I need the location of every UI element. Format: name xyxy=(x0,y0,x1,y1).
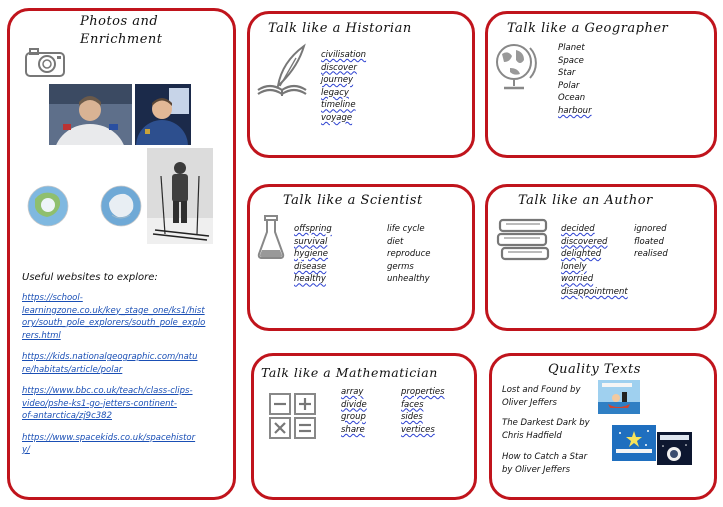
scientist-word: reproduce xyxy=(387,249,431,260)
math-word: array xyxy=(341,387,364,397)
scientist-word: survival xyxy=(294,236,328,247)
historian-word: civilisation xyxy=(321,50,367,60)
website-links xyxy=(22,292,205,457)
math-words-col1 xyxy=(341,386,367,436)
geographer-word: Planet xyxy=(558,43,585,53)
scientist-word: disease xyxy=(294,261,327,272)
geographer-title: Talk like a Geographer xyxy=(507,21,669,36)
historian-words xyxy=(321,49,366,125)
polar-map-south xyxy=(100,185,142,227)
book-3-line-2: by Oliver Jeffers xyxy=(502,464,571,475)
scientist-word: healthy xyxy=(294,274,326,285)
scientist-word: hygiene xyxy=(294,249,329,260)
scientist-words-col2 xyxy=(387,223,431,286)
author-word: lonely xyxy=(561,261,587,272)
geographer-word: Space xyxy=(558,55,584,66)
book-3 xyxy=(502,451,587,476)
scientist-title: Talk like a Scientist xyxy=(283,193,423,208)
math-word: sides xyxy=(401,412,423,423)
historian-word: timeline xyxy=(321,100,356,111)
book-cover-the-darkest-dark xyxy=(657,432,692,465)
websites-heading: Useful websites to explore: xyxy=(22,272,158,283)
author-word: delighted xyxy=(561,249,602,260)
website-link-2[interactable] xyxy=(22,351,205,376)
math-symbols-icon xyxy=(268,392,318,440)
author-title: Talk like an Author xyxy=(518,193,653,208)
link-1-line-1[interactable]: https://school- xyxy=(22,293,83,303)
scientist-word: offspring xyxy=(294,224,332,234)
math-word: share xyxy=(341,424,365,435)
book-2 xyxy=(502,417,590,442)
geographer-word: Star xyxy=(558,68,576,79)
geographer-word: Ocean xyxy=(558,93,586,104)
link-4-line-2[interactable]: y/ xyxy=(22,445,30,455)
photos-title-line1: Photos and xyxy=(80,14,159,29)
website-link-3[interactable] xyxy=(22,385,205,423)
book-1 xyxy=(502,384,580,409)
link-3-line-2[interactable]: video/pshe-ks1-go-jetters-continent- xyxy=(22,398,177,409)
quill-book-icon xyxy=(252,42,312,100)
historian-word: discover xyxy=(321,62,357,73)
scientist-word: germs xyxy=(387,261,414,272)
link-1-line-4[interactable]: rers.html xyxy=(22,330,61,341)
geographer-word: harbour xyxy=(558,105,592,116)
author-word: realised xyxy=(634,249,668,260)
camera-icon xyxy=(24,46,66,78)
link-2-line-2[interactable]: re/habitats/article/polar xyxy=(22,364,123,375)
scientist-word: unhealthy xyxy=(387,274,430,285)
historian-word: journey xyxy=(321,75,354,86)
book-2-line-1: The Darkest Dark by xyxy=(502,418,590,428)
math-word: divide xyxy=(341,399,367,410)
author-word: worried xyxy=(561,274,594,285)
book-1-line-2: Oliver Jeffers xyxy=(502,397,557,408)
astronaut-photo-2 xyxy=(135,84,191,145)
flask-icon xyxy=(256,214,286,260)
historian-word: voyage xyxy=(321,112,353,123)
astronaut-photo-1 xyxy=(49,84,132,145)
link-3-line-3[interactable]: of-antarctica/zj9c382 xyxy=(22,411,112,421)
math-word: faces xyxy=(401,399,424,410)
website-link-4[interactable] xyxy=(22,432,205,457)
books-stack-icon xyxy=(496,218,552,262)
author-words-col2 xyxy=(634,223,668,261)
link-1-line-3[interactable]: ory/south_pole_explorers/south_pole_explo xyxy=(22,318,206,328)
scientist-word: diet xyxy=(387,236,404,247)
author-word: discovered xyxy=(561,236,608,247)
link-4-line-1[interactable]: https://www.spacekids.co.uk/spacehistor xyxy=(22,432,196,443)
author-word: ignored xyxy=(634,224,667,234)
author-words-col1 xyxy=(561,223,628,299)
photos-title-line2: Enrichment xyxy=(80,32,163,47)
geographer-words xyxy=(558,42,592,118)
math-word: vertices xyxy=(401,424,435,435)
book-cover-how-to-catch-a-star xyxy=(612,425,656,461)
scientist-words-col1 xyxy=(294,223,332,286)
book-1-line-1: Lost and Found by xyxy=(502,385,581,395)
link-1-line-2[interactable]: learningzone.co.uk/key_stage_one/ks1/hist xyxy=(22,305,205,316)
book-3-line-1: How to Catch a Star xyxy=(502,452,588,462)
math-word: properties xyxy=(401,387,445,397)
quality-title: Quality Texts xyxy=(548,362,641,377)
historian-title: Talk like a Historian xyxy=(268,21,412,36)
math-word: group xyxy=(341,412,366,423)
website-link-1[interactable] xyxy=(22,292,205,342)
book-cover-lost-and-found xyxy=(598,380,640,414)
globe-icon xyxy=(490,40,542,92)
author-word: decided xyxy=(561,224,595,234)
polar-map-north xyxy=(27,185,69,227)
polar-explorer-photo xyxy=(147,148,213,244)
book-2-line-2: Chris Hadfield xyxy=(502,430,562,441)
math-words-col2 xyxy=(401,386,445,436)
scientist-word: life cycle xyxy=(387,224,425,234)
geographer-word: Polar xyxy=(558,80,580,91)
link-2-line-1[interactable]: https://kids.nationalgeographic.com/natu xyxy=(22,352,198,362)
link-3-line-1[interactable]: https://www.bbc.co.uk/teach/class-clips- xyxy=(22,386,193,396)
mathematician-title: Talk like a Mathematician xyxy=(261,365,438,380)
historian-word: legacy xyxy=(321,87,349,98)
author-word: floated xyxy=(634,236,664,247)
author-word: disappointment xyxy=(561,286,628,297)
